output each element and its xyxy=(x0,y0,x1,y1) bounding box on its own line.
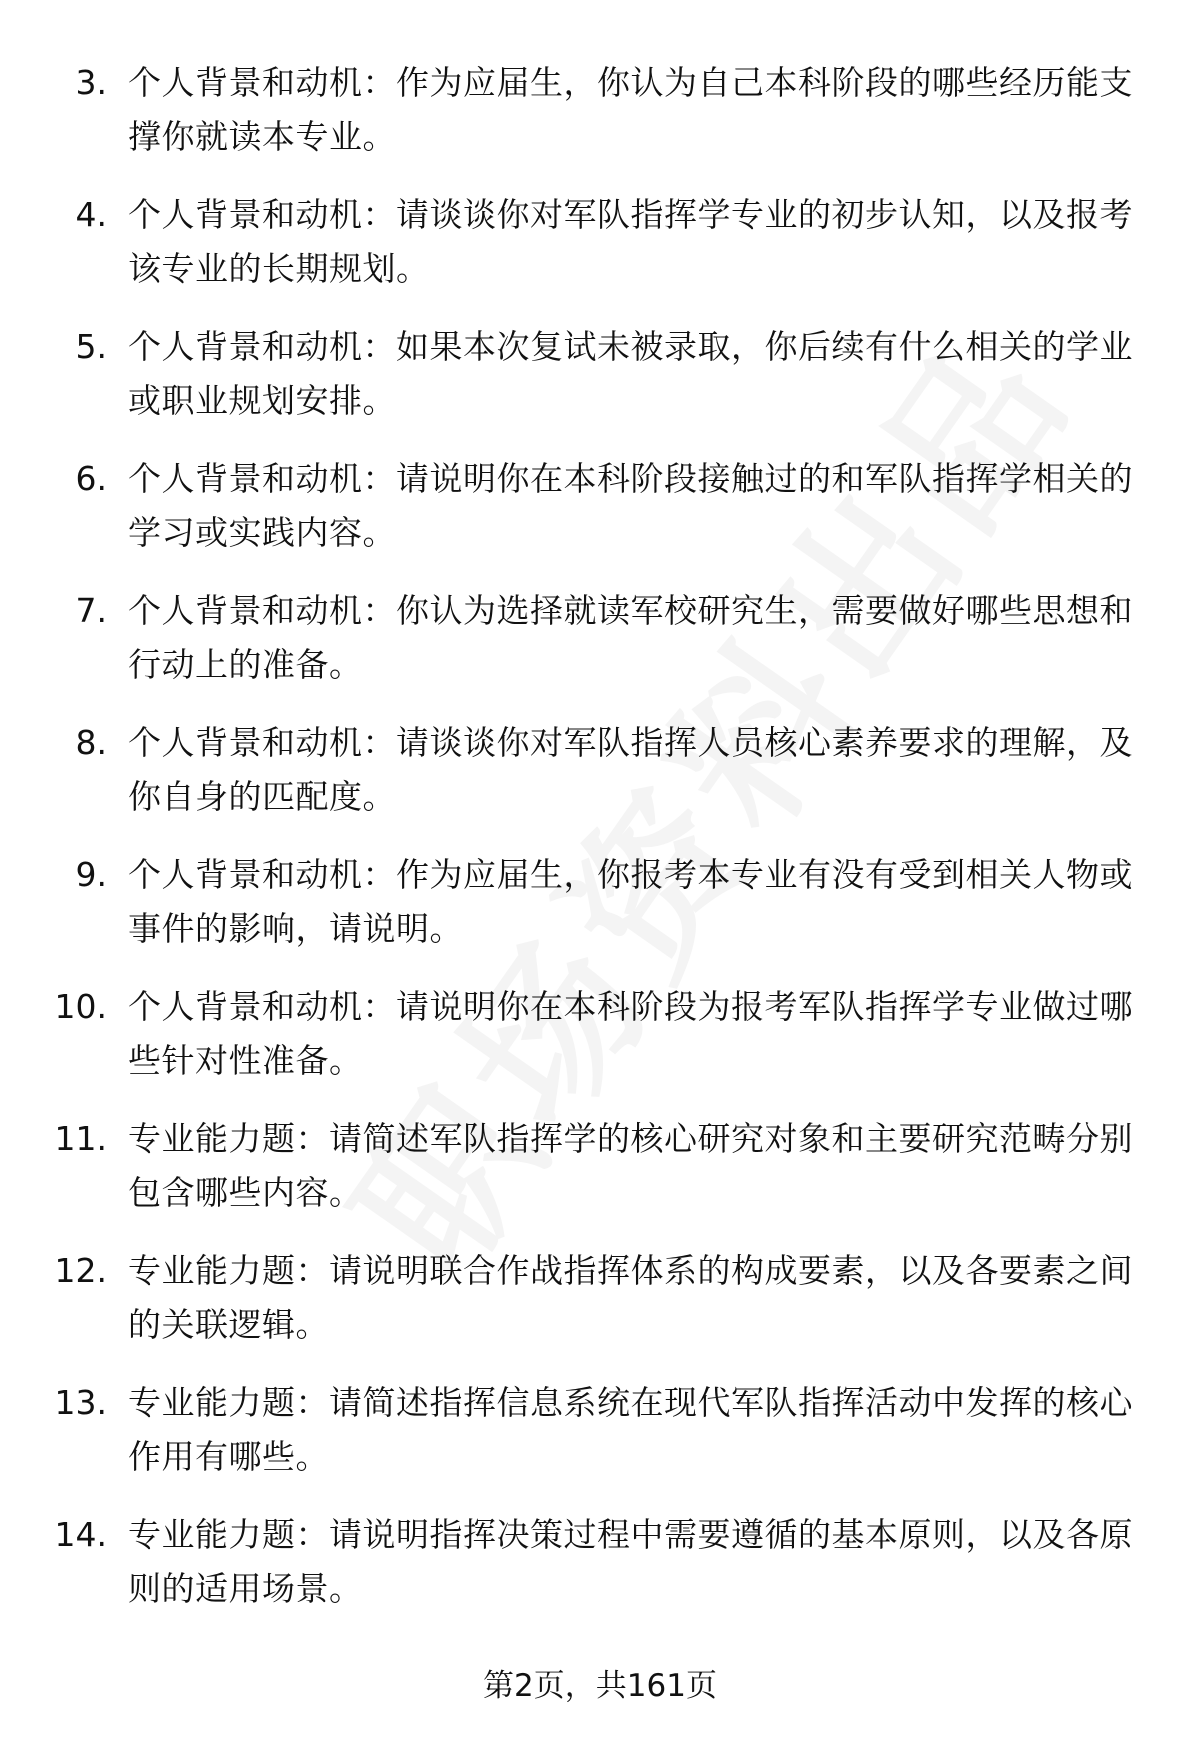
list-item xyxy=(0,188,1200,320)
list-item xyxy=(0,1508,1200,1640)
list-item xyxy=(0,584,1200,716)
list-item xyxy=(0,1244,1200,1376)
list-item xyxy=(0,56,1200,188)
question-number: 10. xyxy=(54,987,107,1026)
question-text: 个人背景和动机：作为应届生，你报考本专业有没有受到相关人物或事件的影响，请说明。 xyxy=(128,855,1133,948)
question-number: 13. xyxy=(54,1383,107,1422)
question-list xyxy=(0,56,1200,1640)
list-item xyxy=(0,452,1200,584)
question-text: 个人背景和动机：请谈谈你对军队指挥学专业的初步认知，以及报考该专业的长期规划。 xyxy=(128,195,1133,288)
question-text: 个人背景和动机：你认为选择就读军校研究生，需要做好哪些思想和行动上的准备。 xyxy=(128,591,1133,684)
list-item xyxy=(0,1376,1200,1508)
question-text: 专业能力题：请简述军队指挥学的核心研究对象和主要研究范畴分别包含哪些内容。 xyxy=(128,1119,1133,1212)
list-item xyxy=(0,1112,1200,1244)
question-text: 专业能力题：请简述指挥信息系统在现代军队指挥活动中发挥的核心作用有哪些。 xyxy=(128,1383,1133,1476)
list-item xyxy=(0,320,1200,452)
question-number: 14. xyxy=(54,1515,107,1554)
question-number: 7. xyxy=(75,591,107,630)
list-item xyxy=(0,716,1200,848)
question-number: 9. xyxy=(75,855,107,894)
question-text: 个人背景和动机：请谈谈你对军队指挥人员核心素养要求的理解，及你自身的匹配度。 xyxy=(128,723,1133,816)
question-text: 个人背景和动机：请说明你在本科阶段接触过的和军队指挥学相关的学习或实践内容。 xyxy=(128,459,1133,552)
question-text: 专业能力题：请说明联合作战指挥体系的构成要素，以及各要素之间的关联逻辑。 xyxy=(128,1251,1133,1344)
question-number: 4. xyxy=(75,195,107,234)
question-number: 3. xyxy=(75,63,107,102)
question-number: 5. xyxy=(75,327,107,366)
question-number: 11. xyxy=(54,1119,107,1158)
list-item xyxy=(0,980,1200,1112)
list-item xyxy=(0,848,1200,980)
question-text: 个人背景和动机：作为应届生，你认为自己本科阶段的哪些经历能支撑你就读本专业。 xyxy=(128,63,1133,156)
question-text: 专业能力题：请说明指挥决策过程中需要遵循的基本原则，以及各原则的适用场景。 xyxy=(128,1515,1133,1608)
question-number: 12. xyxy=(54,1251,107,1290)
question-text: 个人背景和动机：如果本次复试未被录取，你后续有什么相关的学业或职业规划安排。 xyxy=(128,327,1133,420)
question-text: 个人背景和动机：请说明你在本科阶段为报考军队指挥学专业做过哪些针对性准备。 xyxy=(128,987,1133,1080)
question-number: 6. xyxy=(75,459,107,498)
page-number: 第2页，共161页 xyxy=(483,1668,717,1704)
question-number: 8. xyxy=(75,723,107,762)
